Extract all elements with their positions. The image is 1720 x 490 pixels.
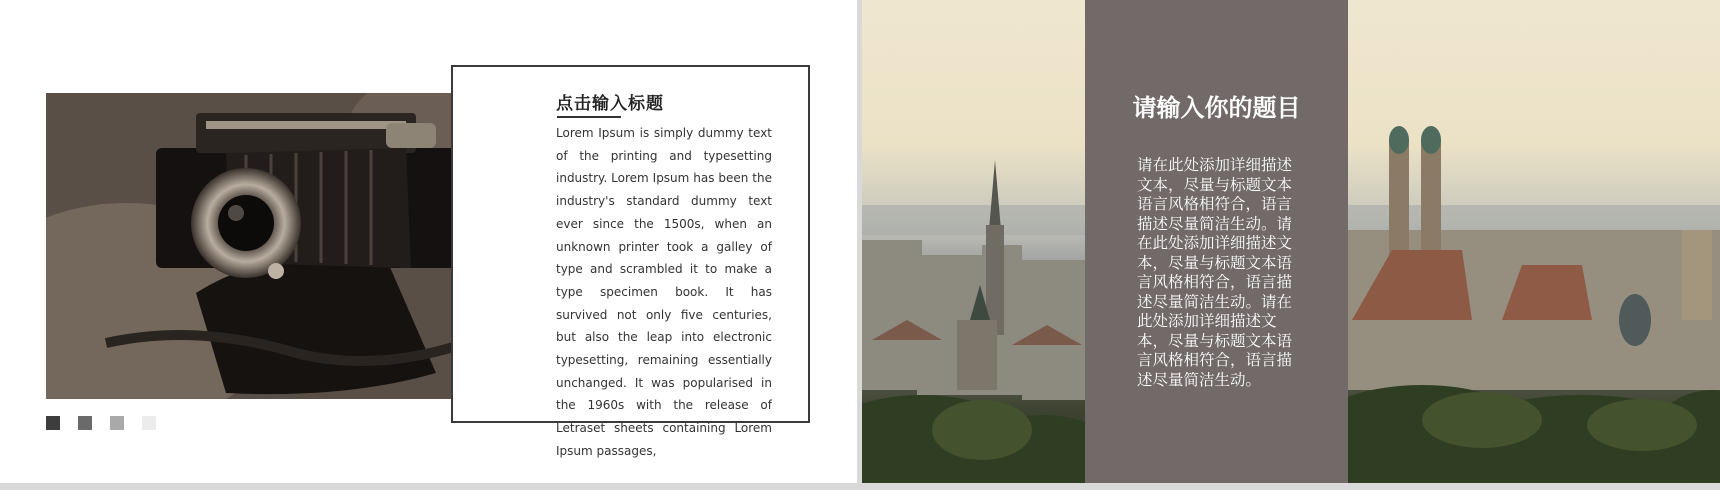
card-body-text[interactable]: Lorem Ipsum is simply dummy text of the printing and typesetting industry. Lorem Ipsum has been the industry's standard dummy text ever since the 1500s, when an unknown printer took a galley of type and scrambled it to make a type specimen book. It has survived not only five centuries, but also the leap into electronic typesetting, remaining essentially unchanged. It was popularised in the 1960s with the release of Letraset sheets containing Lorem Ipsum passages, [556,126,772,458]
panel-body-text[interactable]: 请在此处添加详细描述文本，尽量与标题文本语言风格相符合，语言描述尽量简洁生动。请在此处添加详细描述文本，尽量与标题文本语言风格相符合，语言描述尽量简洁生动。请在此处添加详细描述文本，尽量与标题文本语言风格相符合，语言描述尽量简洁生动。 [1137,156,1293,389]
vintage-camera-icon [46,93,516,399]
panel-title[interactable]: 请输入你的题目 [1132,94,1301,122]
card-title[interactable]: 点击输入标题 [556,94,664,114]
right-slide [862,0,1720,483]
left-slide [0,0,857,483]
color-swatch-dark [46,416,60,430]
title-underline [557,116,621,118]
camera-photo [46,93,516,399]
color-swatch-mid [78,416,92,430]
color-swatch-light [110,416,124,430]
color-swatch-pale [142,416,156,430]
